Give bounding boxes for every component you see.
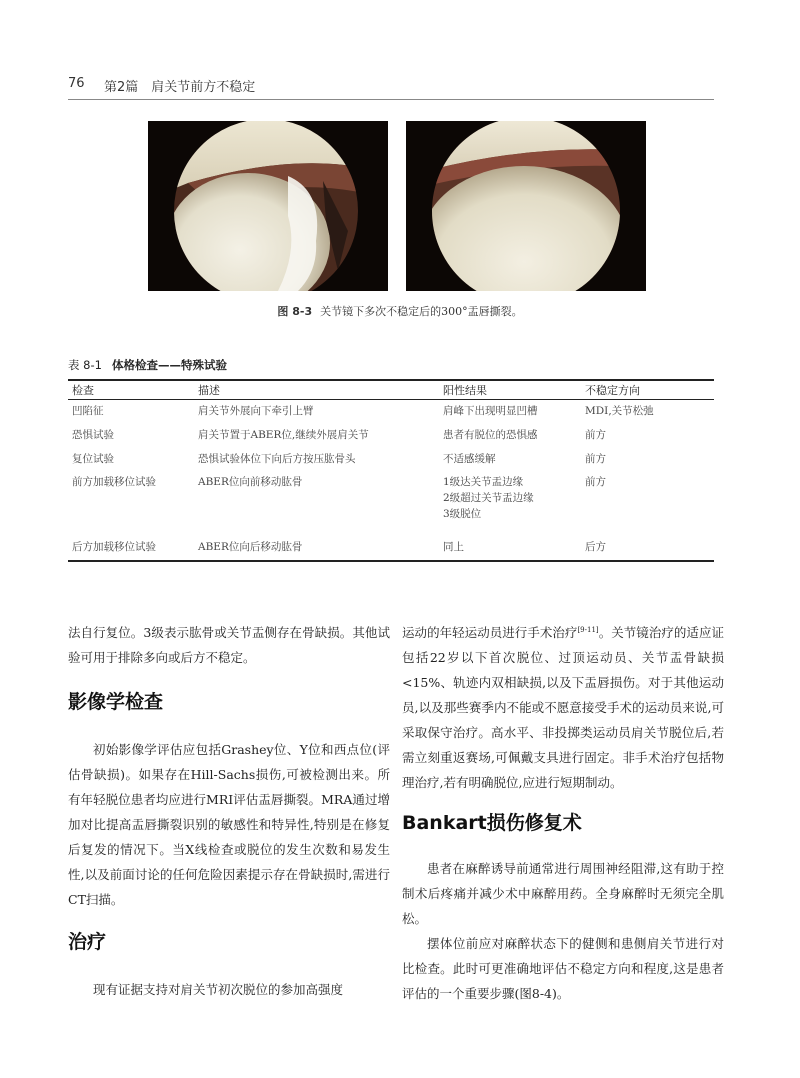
chapter-title: 第2篇 肩关节前方不稳定 bbox=[104, 80, 256, 95]
header-rule bbox=[68, 99, 714, 100]
table-cell: 同上 bbox=[443, 541, 464, 553]
table-title-text: 体格检查——特殊试验 bbox=[111, 358, 227, 372]
citation-reference: [9-11] bbox=[577, 625, 599, 634]
figure-caption-text: 关节镜下多次不稳定后的300°盂唇撕裂。 bbox=[320, 305, 523, 318]
table-cell: 前方 bbox=[585, 429, 606, 441]
paragraph: 法自行复位。3级表示肱骨或关节盂侧存在骨缺损。其他试验可用于排除多向或后方不稳定。 bbox=[68, 625, 390, 665]
table-cell: 恐惧试验 bbox=[72, 429, 114, 441]
page-number: 76 bbox=[68, 76, 85, 91]
figure-caption bbox=[0, 303, 800, 319]
table-cell: 前方 bbox=[585, 453, 606, 465]
table-cell: 恐惧试验体位下向后方按压肱骨头 bbox=[198, 453, 356, 465]
arthroscopy-image-left bbox=[148, 121, 388, 291]
table-cell: 1级达关节盂边缘 2级超过关节盂边缘 3级脱位 bbox=[443, 476, 534, 520]
table-cell: ABER位向后移动肱骨 bbox=[198, 541, 303, 553]
paragraph-text: 运动的年轻运动员进行手术治疗 bbox=[402, 625, 578, 640]
table-cell: 前方 bbox=[585, 476, 606, 488]
table-label: 表 8-1 bbox=[68, 358, 102, 372]
table-header-test: 检查 bbox=[72, 384, 94, 397]
table-cell: 凹陷征 bbox=[72, 405, 104, 417]
paragraph-text: 。关节镜治疗的适应证包括22岁以下首次脱位、过顶运动员、关节盂骨缺损<15%、轨迹内双相缺损,以及下盂唇损伤。对于其他运动员,以及那些赛季内不能或不愿意接受手术的运动员来说,可采取保守治疗。高水平、非投掷类运动员肩关节脱位后,若需立刻重返赛场,可佩戴支具进行固定。非手术治疗包括物理治疗,若有明确脱位,应进行短期制动。 bbox=[402, 625, 724, 790]
paragraph: 初始影像学评估应包括Grashey位、Y位和西点位(评估骨缺损)。如果存在Hill-Sachs损伤,可被检测出来。所有年轻脱位患者均应进行MRI评估盂唇撕裂。MRA通过增加对比提高盂唇撕裂识别的敏感性和特异性,特别是在修复后复发的情况下。当X线检查或脱位的发生次数和易发生性,以及前面讨论的任何危险因素提示存在骨缺损时,需进行CT扫描。 bbox=[68, 742, 390, 907]
paragraph: 患者在麻醉诱导前通常进行周围神经阻滞,这有助于控制术后疼痛并减少术中麻醉用药。全身麻醉时无须完全肌松。 bbox=[402, 861, 724, 926]
left-column bbox=[68, 620, 390, 1002]
table-cell: 肩关节外展向下牵引上臂 bbox=[198, 405, 314, 417]
table-title bbox=[68, 357, 227, 373]
table-header-rule bbox=[68, 399, 714, 400]
paragraph: 现有证据支持对肩关节初次脱位的参加高强度 bbox=[93, 982, 344, 997]
table-cell: 复位试验 bbox=[72, 453, 114, 465]
table-header-description: 描述 bbox=[198, 384, 220, 397]
table-cell: MDI,关节松弛 bbox=[585, 405, 654, 417]
table-cell: 后方 bbox=[585, 541, 606, 553]
table-cell: 患者有脱位的恐惧感 bbox=[443, 429, 538, 441]
section-heading-treatment: 治疗 bbox=[68, 931, 107, 953]
table-cell: 后方加载移位试验 bbox=[72, 541, 156, 553]
table-header-positive-result: 阳性结果 bbox=[443, 384, 487, 397]
arthroscopy-image-right bbox=[406, 121, 646, 291]
running-header bbox=[68, 76, 714, 96]
table-cell: 肩峰下出现明显凹槽 bbox=[443, 405, 538, 417]
section-heading-bankart: Bankart损伤修复术 bbox=[402, 812, 582, 834]
table-cell: ABER位向前移动肱骨 bbox=[198, 476, 303, 488]
figure-label: 图 8-3 bbox=[277, 305, 313, 318]
table-cell: 肩关节置于ABER位,继续外展肩关节 bbox=[198, 429, 369, 441]
section-heading-imaging: 影像学检查 bbox=[68, 691, 164, 713]
right-column bbox=[402, 620, 724, 1006]
table-cell: 前方加载移位试验 bbox=[72, 476, 156, 488]
table-cell: 不适感缓解 bbox=[443, 453, 496, 465]
paragraph: 摆体位前应对麻醉状态下的健侧和患侧肩关节进行对比检查。此时可更准确地评估不稳定方向和程度,这是患者评估的一个重要步骤(图8-4)。 bbox=[402, 936, 724, 1001]
table-header-instability-direction: 不稳定方向 bbox=[585, 384, 640, 397]
table-top-rule bbox=[68, 379, 714, 381]
table-bottom-rule bbox=[68, 560, 714, 562]
paragraph bbox=[402, 620, 724, 795]
